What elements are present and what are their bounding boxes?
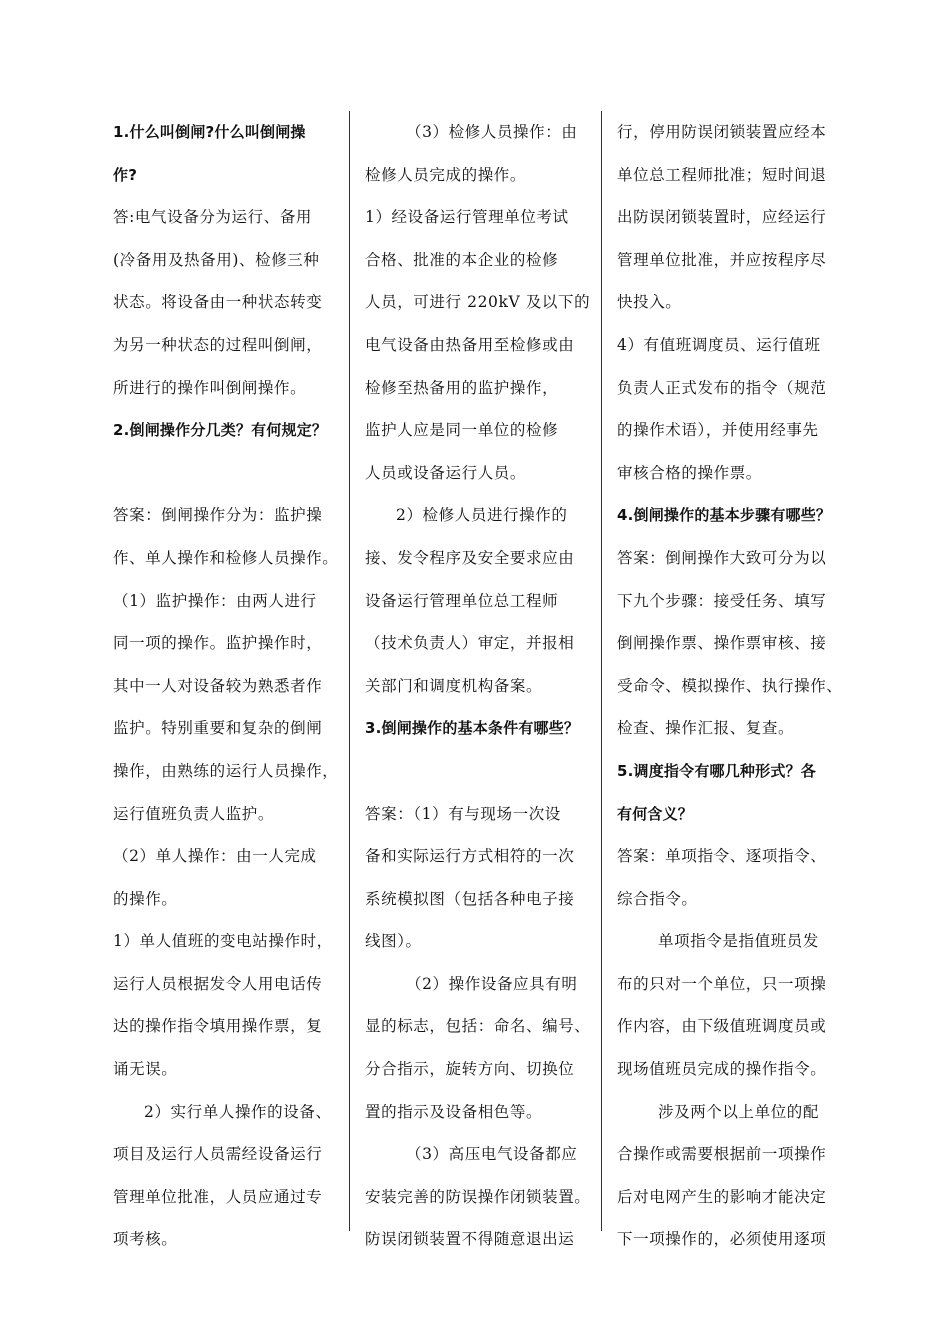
text-line: 项考核。 — [113, 1230, 178, 1249]
text-line: （1）监护操作：由两人进行 — [113, 591, 317, 610]
text-line: 管理单位批准，人员应通过专 — [113, 1187, 323, 1206]
text-line: 检查、操作汇报、复查。 — [617, 719, 795, 738]
column-divider-left — [349, 111, 350, 1231]
text-line: 倒闸操作票、操作票审核、接 — [617, 634, 827, 653]
question-4-heading: 4.倒闸操作的基本步骤有哪些？ — [617, 506, 832, 525]
text-line: 置的指示及设备相色等。 — [365, 1102, 543, 1121]
text-line: 合格、批准的本企业的检修 — [365, 250, 559, 269]
text-line: 电气设备由热备用至检修或由 — [365, 335, 575, 354]
text-line: 后对电网产生的影响才能决定 — [617, 1187, 827, 1206]
text-line: 所进行的操作叫倒闸操作。 — [113, 378, 307, 397]
text-line: 受命令、模拟操作、执行操作、 — [617, 676, 843, 695]
text-line: 其中一人对设备较为熟悉者作 — [113, 676, 323, 695]
text-line: 负责人正式发布的指令（规范 — [617, 378, 827, 397]
text-line: 答案：（1）有与现场一次设 — [365, 804, 561, 823]
text-line: 审核合格的操作票。 — [617, 463, 762, 482]
text-line: 下一项操作的，必须使用逐项 — [617, 1230, 827, 1249]
text-line: 1）单人值班的变电站操作时， — [113, 932, 333, 951]
text-line: 显的标志，包括：命名、编号、 — [365, 1017, 591, 1036]
text-line: 涉及两个以上单位的配 — [658, 1102, 820, 1121]
text-line: 备和实际运行方式相符的一次 — [365, 847, 575, 866]
question-2-heading: 2.倒闸操作分几类？有何规定？ — [113, 421, 328, 440]
text-line: 状态。将设备由一种状态转变 — [113, 293, 323, 312]
text-line: 分合指示，旋转方向、切换位 — [365, 1060, 575, 1079]
text-line: 单位总工程师批准；短时间退 — [617, 165, 827, 184]
blank-line — [113, 452, 345, 495]
text-line: （3）高压电气设备都应 — [406, 1145, 578, 1164]
text-line: （技术负责人）审定，并报相 — [365, 634, 575, 653]
text-line: 出防误闭锁装置时，应经运行 — [617, 208, 827, 227]
text-line: 作内容，由下级值班调度员或 — [617, 1017, 827, 1036]
question-5-heading-cont: 有何含义？ — [617, 804, 694, 823]
text-line: 设备运行管理单位总工程师 — [365, 591, 559, 610]
column-divider-right — [601, 111, 602, 1231]
text-line: 接、发令程序及安全要求应由 — [365, 548, 575, 567]
text-line: 单项指令是指值班员发 — [658, 932, 820, 951]
text-line: 运行人员根据发令人用电话传 — [113, 974, 323, 993]
text-line: （2）单人操作：由一人完成 — [113, 847, 317, 866]
question-5-heading: 5.调度指令有哪几种形式？各 — [617, 761, 816, 780]
question-1-heading-cont: 作? — [113, 165, 138, 184]
text-line: （3）检修人员操作：由 — [406, 123, 578, 141]
text-line: 现场值班员完成的操作指令。 — [617, 1060, 827, 1079]
text-line: 关部门和调度机构备案。 — [365, 676, 543, 695]
text-line: (冷备用及热备用)、检修三种 — [113, 250, 320, 269]
text-line: 行，停用防误闭锁装置应经本 — [617, 123, 827, 141]
text-line: 达的操作指令填用操作票，复 — [113, 1017, 323, 1036]
question-1-heading: 1.什么叫倒闸?什么叫倒闸操 — [113, 123, 306, 141]
text-line: 诵无误。 — [113, 1060, 178, 1079]
text-line: 管理单位批准，并应按程序尽 — [617, 250, 827, 269]
text-line: 人员或设备运行人员。 — [365, 463, 527, 482]
text-line: 检修至热备用的监护操作， — [365, 378, 559, 397]
question-3-heading: 3.倒闸操作的基本条件有哪些？ — [365, 719, 580, 738]
text-line: 答案：单项指令、逐项指令、 — [617, 847, 827, 866]
text-line: 合操作或需要根据前一项操作 — [617, 1145, 827, 1164]
column-middle — [365, 111, 597, 1249]
text-line: 检修人员完成的操作。 — [365, 165, 527, 184]
text-line: 防误闭锁装置不得随意退出运 — [365, 1230, 575, 1249]
text-line: 2）实行单人操作的设备、 — [144, 1102, 332, 1121]
column-right — [617, 111, 849, 1249]
column-left — [113, 111, 345, 1249]
text-line: 下九个步骤：接受任务、填写 — [617, 591, 827, 610]
text-line: 项目及运行人员需经设备运行 — [113, 1145, 323, 1164]
text-line: 综合指令。 — [617, 889, 698, 908]
text-line: （2）操作设备应具有明 — [406, 974, 578, 993]
text-line: 1）经设备运行管理单位考试 — [365, 208, 569, 227]
text-line: 系统模拟图（包括各种电子接 — [365, 889, 575, 908]
text-line: 安装完善的防误操作闭锁装置。 — [365, 1187, 591, 1206]
text-line: 的操作。 — [113, 889, 178, 908]
text-line: 答案：倒闸操作分为：监护操 — [113, 506, 323, 525]
text-line: 运行值班负责人监护。 — [113, 804, 275, 823]
text-line: 同一项的操作。监护操作时， — [113, 634, 323, 653]
text-line: 人员，可进行 220kV 及以下的 — [365, 293, 591, 312]
text-line: 快投入。 — [617, 293, 682, 312]
text-line: 2）检修人员进行操作的 — [396, 506, 568, 525]
text-line: 监护。特别重要和复杂的倒闸 — [113, 719, 323, 738]
text-line: 为另一种状态的过程叫倒闸， — [113, 335, 323, 354]
text-line: 的操作术语），并使用经事先 — [617, 421, 819, 440]
text-line: 答:电气设备分为运行、备用 — [113, 208, 313, 227]
text-line: 答案：倒闸操作大致可分为以 — [617, 548, 827, 567]
blank-line — [365, 750, 597, 793]
text-line: 监护人应是同一单位的检修 — [365, 421, 559, 440]
text-line: 线图）。 — [365, 932, 422, 951]
text-line: 布的只对一个单位，只一项操 — [617, 974, 827, 993]
text-line: 4）有值班调度员、运行值班 — [617, 335, 821, 354]
text-line: 操作，由熟练的运行人员操作， — [113, 761, 339, 780]
text-line: 作、单人操作和检修人员操作。 — [113, 548, 339, 567]
